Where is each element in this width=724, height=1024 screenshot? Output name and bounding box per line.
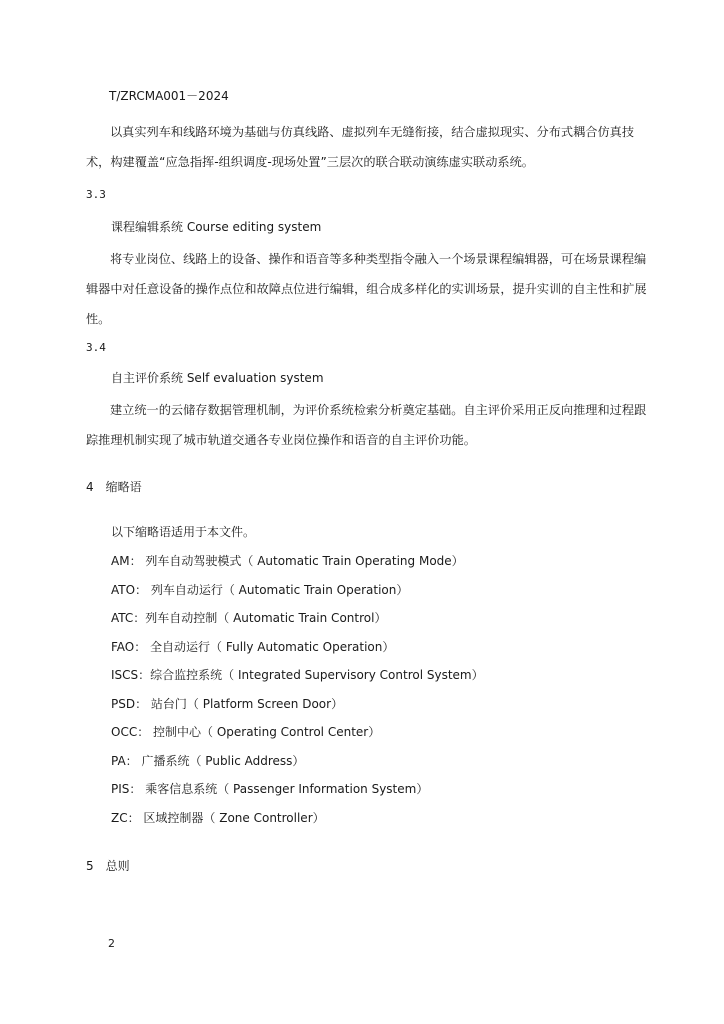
abbreviation-item: ZC： 区域控制器（ Zone Controller） bbox=[111, 811, 325, 825]
section-5-heading: 5 总则 bbox=[86, 859, 130, 873]
abbreviation-item: PA： 广播系统（ Public Address） bbox=[111, 754, 305, 768]
abbreviation-item: OCC： 控制中心（ Operating Control Center） bbox=[111, 725, 381, 739]
section-3-3-number: 3.3 bbox=[86, 188, 106, 201]
section-3-4-text: 建立统一的云储存数据管理机制，为评价系统检索分析奠定基础。自主评价采用正反向推理和过程跟踪推理机制实现了城市轨道交通各专业岗位操作和语音的自主评价功能。 bbox=[86, 403, 647, 447]
page-number: 2 bbox=[108, 937, 115, 950]
abbreviation-item: FAO： 全自动运行（ Fully Automatic Operation） bbox=[111, 640, 395, 654]
section-3-4-number: 3.4 bbox=[86, 341, 106, 354]
abbreviation-item: PSD： 站台门（ Platform Screen Door） bbox=[111, 697, 344, 711]
section-4-heading: 4 缩略语 bbox=[86, 480, 142, 494]
intro-paragraph: 以真实列车和线路环境为基础与仿真线路、虚拟列车无缝衔接，结合虚拟现实、分布式耦合仿真技术，构建覆盖“应急指挥-组织调度-现场处置”三层次的联合联动演练虚实联动系统。 bbox=[86, 125, 635, 169]
section-3-3-text: 将专业岗位、线路上的设备、操作和语音等多种类型指令融入一个场景课程编辑器，可在场景课程编辑器中对任意设备的操作点位和故障点位进行编辑，组合成多样化的实训场景，提升实训的自主性和扩展性。 bbox=[86, 252, 647, 326]
section-3-3-term: 课程编辑系统 Course editing system bbox=[111, 220, 322, 234]
abbreviation-item: ISCS：综合监控系统（ Integrated Supervisory Control System） bbox=[111, 668, 484, 682]
abbreviation-item: ATC：列车自动控制（ Automatic Train Control） bbox=[111, 611, 387, 625]
section-3-4-term: 自主评价系统 Self evaluation system bbox=[111, 371, 324, 385]
abbreviation-item: ATO： 列车自动运行（ Automatic Train Operation） bbox=[111, 583, 409, 597]
abbreviation-item: AM： 列车自动驾驶模式（ Automatic Train Operating Mode） bbox=[111, 554, 464, 568]
abbreviation-item: PIS： 乘客信息系统（ Passenger Information System） bbox=[111, 782, 429, 796]
section-4-intro: 以下缩略语适用于本文件。 bbox=[111, 525, 256, 539]
document-code: T/ZRCMA001－2024 bbox=[109, 89, 229, 103]
